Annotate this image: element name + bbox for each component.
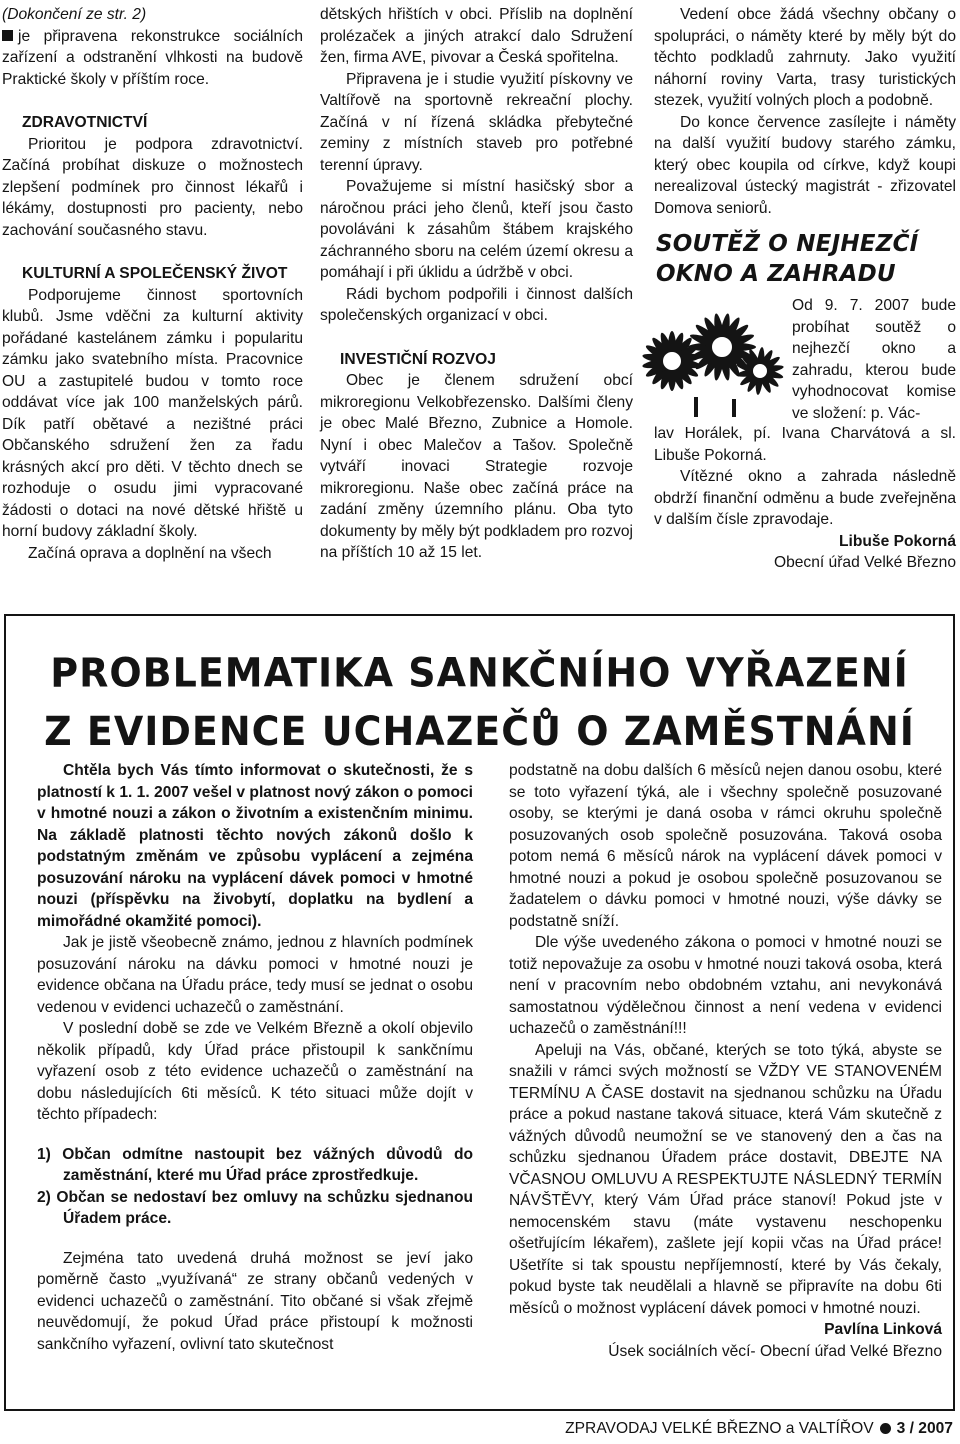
article-author-office: Úsek sociálních věcí- Obecní úřad Velké Březno [608, 1342, 942, 1360]
investment-heading: INVESTIČNÍ ROZVOJ [340, 350, 496, 368]
contest-title-line2: OKNO A ZAHRADU [656, 261, 896, 287]
article-paragraph: podstatně na dobu dalších 6 měsíců nejen danou osobu, které se toto vyřazení týká, ale i všechny společně posuzované osoby, se kterými je daná osoba v rámci okruhu společně posuzovaných osob společně posuzována. Taková osoba potom nemá 6 měsíců nárok na vyplácení dávek pomoci v hmotné nouzi a pokud je osobou společně posuzovanou se žadatelem o dávku pomoci v hmotné nouzi, výše dávky se podstatně sníží. [509, 762, 942, 930]
contest-side-text: Od 9. 7. 2007 bude probíhat soutěž o nejhezčí okno a zahradu, kterou bude vyhodnocovat komise ve složení: p. Vác- [792, 297, 956, 422]
list-item: 1) Občan odmítne nastoupit bez vážných důvodů do zaměstnání, které mu Úřad práce zprostředkuje. [37, 1145, 473, 1184]
publication-name: ZPRAVODAJ VELKÉ BŘEZNO a VALTÍŘOV [565, 1420, 874, 1437]
deadline-paragraph: Do konce července zasílejte i náměty na další využití budovy starého zámku, který obec koupila od církve, když koupi nerealizoval ústecký magistrát - zřizovatel Domova seniorů. [654, 113, 956, 217]
column-middle [320, 4, 633, 564]
flower-illustration-icon [632, 299, 787, 417]
headline-line2: Z EVIDENCE UCHAZEČŮ O ZAMĚSTNÁNÍ [44, 708, 915, 755]
article-box [4, 614, 955, 1411]
article-paragraph: Jak je jistě všeobecně známo, jednou z hlavních podmínek posuzování nároku na dávku pomoci v hmotné nouzi je evidence občana na Úřadu práce, tedy musí se jednat o osobu vedenou v evidenci uchazečů o zaměstnání. [37, 934, 473, 1016]
continued-note: (Dokončení ze str. 2) [2, 6, 147, 23]
dot-separator-icon [880, 1423, 891, 1434]
intro-paragraph [2, 26, 303, 91]
health-heading: ZDRAVOTNICTVÍ [22, 114, 148, 131]
article-author: Pavlína Linková [824, 1321, 942, 1338]
author-office: Obecní úřad Velké Březno [773, 554, 956, 571]
playground-paragraph: dětských hřištích v obci. Příslib na doplnění prolézaček a jiných atrakcí dalo Sdružení žen, firma AVE, pivovar a Česká spořitelna. [320, 6, 633, 66]
column-right [654, 4, 956, 574]
author-signature: Libuše Pokorná [839, 532, 956, 550]
culture-paragraph: Podporujeme činnost sportovních klubů. Jsme vděčni za kulturní aktivity pořádané kastelánem zámku i popularitu zámku jako svatebního místa. Pracovnice OU a zastupitelé budou v tomto roce oddávat více jak 100 manželských párů. Dík patří obětavé a nezištné práci Občanského sdružení žen za řadu krásných akcí pro děti. V těchto dnech se rozhoduje o osudu jimi vypracované žádosti o dotaci na nové dětské hřiště u horní budovy základní školy. [2, 286, 303, 540]
cooperation-paragraph: Vedení obce žádá všechny občany o spolupráci, o náměty které by měly být do těchto podkladů zahrnuty. Jako využití náhorní roviny Varta, trasy turistických stezek, využití volných ploch a podobně. [654, 6, 956, 109]
contest-jury-text: lav Horálek, pí. Ivana Charvátová a sl. Libuše Pokorná. [654, 425, 956, 464]
page-footer [565, 1420, 953, 1438]
article-column-left [37, 760, 473, 1355]
article-headline [6, 643, 953, 761]
column-left [2, 4, 303, 564]
page-number: 3 / 2007 [896, 1420, 953, 1437]
contest-box [654, 295, 956, 423]
list-item: 2) Občan se nedostaví bez omluvy na schůzku sjednanou Úřadem práce. [37, 1188, 473, 1227]
study-paragraph: Připravena je i studie využití pískovny ve Valtířově na sportovně rekreační plochy. Začíná v ní řízená skládka přebytečné zeminy z místních staveb pro potřebné terenní úpravy. [320, 70, 633, 174]
firefighters-paragraph: Považujeme si místní hasičský sbor a náročnou práci jeho členů, kteří jsou často povoláváni k zásahům štábem krajského záchranného sboru na celém území okresu a pomáhají i při úklidu a údržbě v obci. [320, 178, 633, 281]
headline-line1: PROBLEMATIKA SANKČNÍHO VYŘAZENÍ [50, 649, 909, 696]
winners-paragraph: Vítězné okno a zahrada následně obdrží finanční odměnu a bude zveřejněna v dalším čísle zpravodaje. [654, 468, 956, 528]
repair-paragraph: Začíná oprava a doplnění na všech [28, 544, 272, 562]
article-column-right [509, 760, 942, 1362]
article-lead: Chtěla bych Vás tímto informovat o skutečnosti, že s platností k 1. 1. 2007 vešel v platnost nový zákon o pomoci v hmotné nouzi a zákon o životním a existenčním minimu. Na základě platnosti těchto nových zákonů došlo k podstatným změnám ve způsobu vyplácení a zejména posuzování nároku na vyplácení dávek pomoci v hmotné nouzi (příspěvku na živobytí, doplatku na bydlení a mimořádné okamžité pomoci). [37, 762, 473, 930]
contest-title [654, 229, 956, 289]
investment-paragraph: Obec je členem sdružení obcí mikroregionu Velkobřezensko. Dalšími členy je obec Malé Březno, Zubnice a Homole. Nyní i obec Malečov a Tašov. Společně vytváří inovaci Strategie rozvoje mikroregionu. Naše obec začíná práce na zadání změny územního plánu. Oba tyto dokumenty by měly být podkladem pro rozvoj na příštích 10 až 15 let. [320, 372, 633, 561]
culture-heading: KULTURNÍ A SPOLEČENSKÝ ŽIVOT [22, 265, 288, 282]
health-paragraph: Prioritou je podpora zdravotnictví. Začíná probíhat diskuze o možnostech zlepšení podmínek pro činnost lékařů i lékámy, dostupnosti pro pacienty, nebo zachování současného stavu. [2, 135, 303, 239]
contest-title-line1: SOUTĚŽ O NEJHEZČÍ [656, 231, 919, 257]
article-paragraph: Dle výše uvedeného zákona o pomoci v hmotné nouzi se totiž nepovažuje za osobu v hmotné nouzi taková osoba, která není v pracovním nebo obdobném vztahu, ani nevykonává samostatnou výdělečnou činnost a není vedena v evidenci uchazečů o zaměstnání!!! [509, 934, 942, 1037]
article-paragraph: V poslední době se zde ve Velkém Březně a okolí objevilo několik případů, kdy Úřad práce přistoupil k sankčnímu vyřazení osob z této evidence uchazečů o zaměstnání na dobu následujících 6ti měsíců. K této situaci může dojít v těchto případech: [37, 1020, 473, 1123]
intro-text: je připravena rekonstrukce sociálních zařízení a odstranění vlhkosti na budově Praktické školy v příštím roce. [2, 27, 303, 88]
square-bullet-icon [2, 30, 13, 41]
article-paragraph: Zejména tato uvedená druhá možnost se jeví jako poměrně často „využívaná“ ze strany občanů vedených v evidenci uchazečů o zaměstnání. Tito občané si však zřejmě neuvědomují, že pokud Úřad práce přistoupí k možnosti sankčního vyřazení, ovlivní tato skutečnost [37, 1249, 473, 1353]
support-paragraph: Rádi bychom podpořili i činnost dalších společenských organizací v obci. [320, 285, 633, 324]
article-paragraph: Apeluji na Vás, občané, kterých se toto týká, abyste se snažili v rámci svých možností se VŽDY VE STANOVENÉM TERMÍNU A ČASE dostavit na sjednanou schůzku na Úřadu práce a pokud nastane taková situace, která Vám skutečně z vážných důvodů neumožní se ve stanovený den a čas na schůzku sjednanou Úřadem práce dostavit, DBEJTE NA VČASNOU OMLUVU A RESPEKTUJTE NÁSLEDNÝ TERMÍN NÁVŠTĚVY, který Vám Úřad práce stanoví! Pokud jste v nemocenském stavu (máte vystavenu neschopenku ošetřujícím lékařem), zašlete její kopii včas na Úřad práce! Ušetříte si tak spoustu nepříjemností, které by Vás čekaly, pokud byste tak neudělali a hlavně se připravíte na dobu 6ti měsíců o možnost vyplácení dávek pomoci v hmotné nouzi. [509, 1041, 942, 1317]
